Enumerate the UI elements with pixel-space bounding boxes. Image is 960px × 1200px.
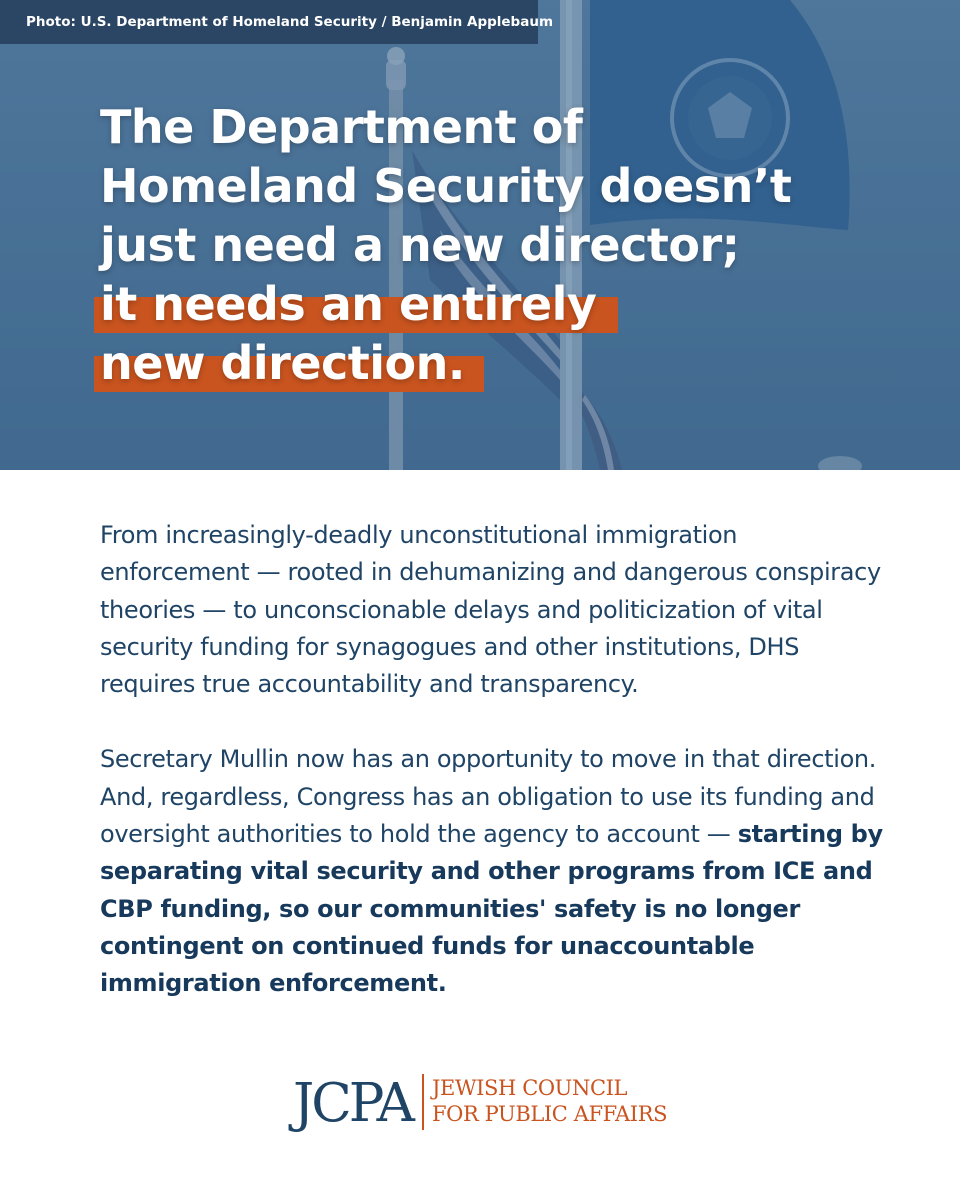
headline-highlight-2 xyxy=(100,334,900,393)
logo-divider xyxy=(422,1074,424,1130)
body-paragraph-1: From increasingly-deadly unconstitutional immigration enforcement — rooted in dehumanizing and dangerous conspiracy theories — to unconscionable delays and politicization of vital security funding for synagogues and other institutions, DHS requires true accountability and transparency. xyxy=(100,521,881,699)
headline-line-5: new direction. xyxy=(100,336,465,390)
headline xyxy=(100,98,900,393)
headline-line-3: just need a new director; xyxy=(100,218,740,272)
logo-name-line-2: FOR PUBLIC AFFAIRS xyxy=(432,1102,668,1126)
headline-line-1: The Department of xyxy=(100,100,583,154)
body-copy xyxy=(100,517,890,1003)
logo-name xyxy=(432,1075,667,1127)
body-paragraph-2 xyxy=(100,741,890,1002)
headline-line-2: Homeland Security doesn’t xyxy=(100,159,792,213)
hero-photo xyxy=(0,0,960,470)
photo-credit: Photo: U.S. Department of Homeland Security / Benjamin Applebaum xyxy=(0,0,538,44)
body-paragraph-2-emphasis: starting by separating vital security and other programs from ICE and CBP funding, so our communities' safety is no longer contingent on continued funds for unaccountable immigration enforcement. xyxy=(100,820,883,998)
logo-name-line-1: JEWISH COUNCIL xyxy=(432,1076,628,1100)
jcpa-logo xyxy=(293,1072,693,1136)
logo-mark: JCPA xyxy=(293,1073,412,1134)
headline-line-4: it needs an entirely xyxy=(100,277,597,331)
body-paragraph-2-intro: Secretary Mullin now has an opportunity to move in that direction. And, regardless, Congress has an obligation to use its funding and oversight authorities to hold the agency to account — xyxy=(100,745,877,849)
headline-highlight-1 xyxy=(100,275,900,334)
